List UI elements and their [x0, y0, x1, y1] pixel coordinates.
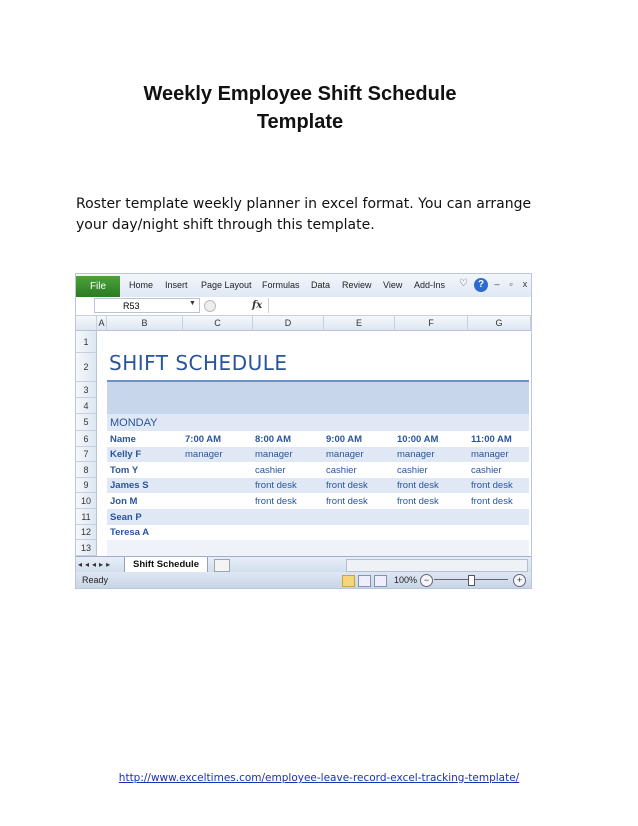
day-band [107, 414, 529, 432]
document-title-line2: Template [256, 111, 344, 133]
zoom-in-icon[interactable]: + [513, 574, 526, 587]
sheet-nav-arrows-icon[interactable]: ◂◂◂▸▸ [78, 560, 114, 569]
shift-cell: front desk [397, 495, 439, 507]
shift-cell: cashier [326, 464, 357, 476]
header-7am: 7:00 AM [185, 433, 222, 445]
horizontal-scrollbar[interactable] [346, 559, 528, 572]
document-title-line1: Weekly Employee Shift Schedule [143, 83, 457, 105]
spacer-band [107, 382, 529, 414]
shift-cell: front desk [471, 480, 513, 491]
row-header-1[interactable]: 1 [76, 331, 97, 353]
employee-name: Tom Y [110, 464, 139, 476]
tab-formulas[interactable]: Formulas [262, 280, 300, 290]
new-sheet-icon[interactable] [214, 559, 230, 572]
help-icon[interactable]: ? [474, 278, 488, 292]
shift-cell: manager [397, 449, 435, 460]
document-title [80, 80, 520, 136]
row-band [107, 447, 529, 462]
formula-bar [76, 297, 531, 316]
shift-cell: manager [471, 449, 509, 460]
tab-insert[interactable]: Insert [165, 280, 188, 290]
excel-screenshot [75, 273, 532, 589]
row-header-4[interactable]: 4 [76, 398, 97, 414]
sheet-tab-shift-schedule[interactable]: Shift Schedule [124, 557, 208, 573]
corner-select-all[interactable] [76, 316, 97, 331]
ribbon [76, 274, 531, 298]
tab-page-layout[interactable]: Page Layout [201, 280, 252, 290]
row-band [107, 540, 529, 556]
page-layout-view-icon[interactable] [358, 575, 371, 587]
row-header-10[interactable]: 10 [76, 493, 97, 509]
shift-cell: front desk [326, 480, 368, 491]
column-header-d[interactable]: D [253, 316, 324, 331]
shift-cell: front desk [255, 480, 297, 491]
row-header-7[interactable]: 7 [76, 447, 97, 462]
close-icon[interactable]: x [522, 279, 528, 289]
name-box[interactable]: R53 [94, 298, 200, 313]
row-band [107, 509, 529, 525]
row-header-9[interactable]: 9 [76, 478, 97, 493]
row-band [107, 525, 529, 540]
fx-icon[interactable]: fx [252, 300, 263, 311]
column-header-a[interactable]: A [97, 316, 107, 331]
tab-data[interactable]: Data [311, 280, 331, 290]
shift-cell: cashier [255, 464, 286, 476]
shift-cell: manager [326, 449, 364, 460]
status-bar [76, 572, 531, 588]
shift-cell: front desk [255, 495, 297, 507]
status-ready: Ready [82, 575, 109, 585]
column-header-c[interactable]: C [183, 316, 253, 331]
row-header-6[interactable]: 6 [76, 431, 97, 447]
intro-paragraph: Roster template weekly planner in excel format. You can arrange your day/night shift through this template. [76, 196, 532, 233]
heart-icon[interactable]: ♡ [459, 278, 468, 289]
zoom-level[interactable]: 100% [394, 575, 418, 585]
row-header-3[interactable]: 3 [76, 382, 97, 398]
employee-name: Kelly F [110, 449, 142, 460]
row-header-5[interactable]: 5 [76, 414, 97, 431]
row-header-13[interactable]: 13 [76, 540, 97, 556]
footer-link[interactable]: http://www.exceltimes.com/employee-leave-record-excel-tracking-template/ [118, 772, 520, 784]
row-header-8[interactable]: 8 [76, 462, 97, 478]
header-band [107, 431, 529, 448]
shift-cell: manager [255, 449, 293, 460]
column-header-f[interactable]: F [395, 316, 468, 331]
column-header-b[interactable]: B [107, 316, 183, 331]
file-tab[interactable]: File [76, 276, 120, 297]
row-header-2[interactable]: 2 [76, 353, 97, 382]
header-name: Name [110, 433, 136, 445]
restore-icon[interactable]: ▫ [509, 279, 513, 289]
tab-add-ins[interactable]: Add-Ins [414, 280, 446, 290]
formula-circle-icon [204, 300, 216, 312]
shift-cell: front desk [471, 495, 513, 507]
tab-home[interactable]: Home [129, 280, 154, 290]
shift-cell: manager [185, 449, 223, 460]
zoom-out-icon[interactable]: − [420, 574, 433, 587]
sheet-tabs-bar [76, 556, 531, 573]
employee-name: Jon M [110, 495, 138, 507]
zoom-slider-thumb[interactable] [468, 575, 475, 586]
minimize-icon[interactable]: – [494, 279, 500, 289]
row-header-11[interactable]: 11 [76, 509, 97, 525]
row-header-12[interactable]: 12 [76, 525, 97, 540]
sheet-title: SHIFT SCHEDULE [109, 351, 288, 375]
header-11am: 11:00 AM [471, 433, 512, 445]
column-header-e[interactable]: E [324, 316, 395, 331]
day-label: MONDAY [110, 416, 158, 429]
column-header-g[interactable]: G [468, 316, 531, 331]
row-band [107, 478, 529, 493]
normal-view-icon[interactable] [342, 575, 355, 587]
shift-cell: cashier [397, 464, 428, 476]
header-9am: 9:00 AM [326, 433, 363, 445]
employee-name: Teresa A [110, 527, 150, 538]
worksheet-grid[interactable] [97, 331, 529, 556]
header-10am: 10:00 AM [397, 433, 439, 445]
shift-cell: cashier [471, 464, 502, 476]
shift-cell: front desk [326, 495, 368, 507]
shift-cell: front desk [397, 480, 439, 491]
employee-name: Sean P [110, 511, 142, 523]
page-break-view-icon[interactable] [374, 575, 387, 587]
chevron-down-icon[interactable]: ▼ [189, 300, 196, 307]
tab-view[interactable]: View [383, 280, 403, 290]
header-8am: 8:00 AM [255, 433, 292, 445]
tab-review[interactable]: Review [342, 280, 372, 290]
formula-input[interactable] [268, 298, 531, 313]
employee-name: James S [110, 480, 149, 491]
